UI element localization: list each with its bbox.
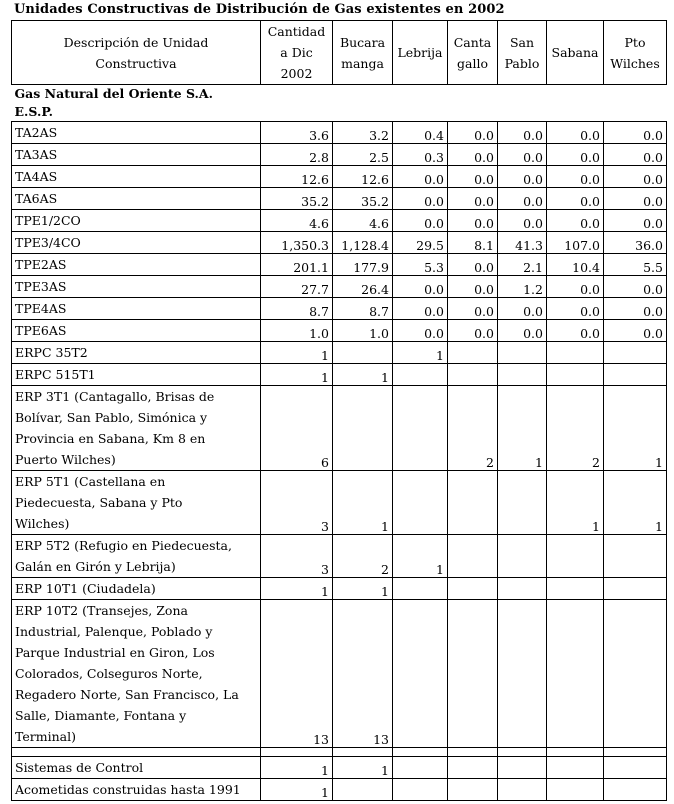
value-cell: 5.3 xyxy=(393,254,448,276)
value-cell: 0.0 xyxy=(547,276,604,298)
value-cell: 1 xyxy=(261,342,333,364)
value-cell: 5.5 xyxy=(604,254,667,276)
table-row xyxy=(12,471,667,535)
value-cell: 35.2 xyxy=(333,188,393,210)
text-line: TPE3/4CO xyxy=(15,235,81,250)
value-cell: 0.0 xyxy=(393,166,448,188)
value-cell: 0.0 xyxy=(498,188,547,210)
text-line: E.S.P. xyxy=(14,104,53,119)
value-cell: 1 xyxy=(393,535,448,578)
value-cell: 29.5 xyxy=(393,232,448,254)
text-line: Regadero Norte, San Francisco, La xyxy=(15,687,239,702)
value-cell xyxy=(448,757,498,779)
value-cell: 2 xyxy=(333,535,393,578)
text-line: Lebrija xyxy=(397,45,443,60)
value-cell xyxy=(604,578,667,600)
value-cell: 1,128.4 xyxy=(333,232,393,254)
value-cell xyxy=(448,600,498,748)
text-line: Acometidas construidas hasta 1991 xyxy=(15,782,241,797)
table-row xyxy=(12,254,667,276)
table-row xyxy=(12,386,667,471)
description-cell xyxy=(12,535,261,578)
value-cell xyxy=(448,779,498,801)
description-cell xyxy=(12,471,261,535)
value-cell: 3.6 xyxy=(261,122,333,144)
table-row xyxy=(12,320,667,342)
value-cell xyxy=(604,600,667,748)
value-cell: 1 xyxy=(333,364,393,386)
header-row xyxy=(12,21,667,85)
section-spacer xyxy=(261,85,667,122)
text-line: Piedecuesta, Sabana y Pto xyxy=(15,495,183,510)
value-cell: 12.6 xyxy=(261,166,333,188)
value-cell xyxy=(547,578,604,600)
header-bucaramanga xyxy=(333,21,393,85)
value-cell: 1 xyxy=(393,342,448,364)
value-cell: 2.1 xyxy=(498,254,547,276)
text-line: ERP 5T2 (Refugio en Piedecuesta, xyxy=(15,538,232,553)
description-cell xyxy=(12,122,261,144)
section-heading xyxy=(12,85,261,122)
text-line: Descripción de Unidad xyxy=(63,34,209,50)
table-row xyxy=(12,600,667,748)
value-cell: 3 xyxy=(261,471,333,535)
spacer-cell xyxy=(547,748,604,757)
description-cell xyxy=(12,298,261,320)
spacer-cell xyxy=(604,748,667,757)
value-cell xyxy=(547,757,604,779)
value-cell: 0.0 xyxy=(604,298,667,320)
value-cell xyxy=(547,600,604,748)
table-title: Unidades Constructivas de Distribución de Gas existentes en 2002 xyxy=(14,2,505,17)
value-cell: 0.0 xyxy=(498,166,547,188)
value-cell: 27.7 xyxy=(261,276,333,298)
text-line: TPE4AS xyxy=(15,301,67,316)
description-cell xyxy=(12,757,261,779)
value-cell: 13 xyxy=(333,600,393,748)
value-cell: 0.0 xyxy=(498,122,547,144)
description-cell xyxy=(12,210,261,232)
text-line: TPE6AS xyxy=(15,323,67,338)
value-cell xyxy=(333,386,393,471)
text-line: Bolívar, San Pablo, Simónica y xyxy=(15,410,208,425)
value-cell: 0.0 xyxy=(547,166,604,188)
value-cell: 12.6 xyxy=(333,166,393,188)
text-line: Provincia en Sabana, Km 8 en xyxy=(15,431,206,446)
spacer-cell xyxy=(12,748,261,757)
value-cell xyxy=(604,342,667,364)
value-cell: 10.4 xyxy=(547,254,604,276)
value-cell: 1 xyxy=(333,757,393,779)
text-line: Industrial, Palenque, Poblado y xyxy=(15,624,213,639)
text-line: gallo xyxy=(457,55,488,71)
value-cell: 0.0 xyxy=(448,122,498,144)
table-row xyxy=(12,779,667,801)
description-cell xyxy=(12,320,261,342)
spacer-cell xyxy=(261,748,333,757)
text-line: TA4AS xyxy=(15,169,58,184)
value-cell: 1 xyxy=(261,578,333,600)
value-cell xyxy=(448,535,498,578)
value-cell xyxy=(547,779,604,801)
value-cell xyxy=(393,471,448,535)
value-cell: 0.0 xyxy=(604,276,667,298)
value-cell: 41.3 xyxy=(498,232,547,254)
value-cell: 2 xyxy=(547,386,604,471)
text-line: Constructiva xyxy=(95,55,177,71)
text-line: manga xyxy=(341,55,384,71)
table-row xyxy=(12,188,667,210)
text-line: TA6AS xyxy=(15,191,58,206)
value-cell: 13 xyxy=(261,600,333,748)
spacer-cell xyxy=(498,748,547,757)
value-cell: 0.0 xyxy=(448,166,498,188)
spacer-cell xyxy=(448,748,498,757)
value-cell xyxy=(498,535,547,578)
table-row xyxy=(12,298,667,320)
value-cell: 107.0 xyxy=(547,232,604,254)
table-row xyxy=(12,144,667,166)
text-line: Wilches xyxy=(610,55,660,71)
value-cell xyxy=(547,342,604,364)
text-line: TPE1/2CO xyxy=(15,213,81,228)
value-cell xyxy=(393,600,448,748)
header-pto-wilches xyxy=(604,21,667,85)
value-cell: 0.0 xyxy=(547,210,604,232)
value-cell: 0.4 xyxy=(393,122,448,144)
table-row xyxy=(12,210,667,232)
text-line: ERP 10T2 (Transejes, Zona xyxy=(15,603,188,618)
header-cantagallo xyxy=(448,21,498,85)
value-cell xyxy=(333,779,393,801)
text-line: Wilches) xyxy=(15,516,70,531)
text-line: 2002 xyxy=(280,66,313,81)
value-cell xyxy=(333,342,393,364)
value-cell: 0.0 xyxy=(604,122,667,144)
table-row xyxy=(12,535,667,578)
text-line: Parque Industrial en Giron, Los xyxy=(15,645,215,660)
gas-units-table xyxy=(11,20,667,801)
value-cell: 1,350.3 xyxy=(261,232,333,254)
value-cell: 0.0 xyxy=(604,144,667,166)
value-cell: 0.0 xyxy=(448,144,498,166)
value-cell: 0.3 xyxy=(393,144,448,166)
value-cell: 3 xyxy=(261,535,333,578)
value-cell xyxy=(604,757,667,779)
description-cell xyxy=(12,386,261,471)
value-cell: 1 xyxy=(604,386,667,471)
value-cell: 177.9 xyxy=(333,254,393,276)
value-cell xyxy=(547,364,604,386)
text-line: Cantidad xyxy=(267,24,326,39)
text-line: Sistemas de Control xyxy=(15,760,144,775)
value-cell: 1 xyxy=(498,386,547,471)
value-cell: 0.0 xyxy=(547,320,604,342)
value-cell: 1.0 xyxy=(333,320,393,342)
header-description xyxy=(12,21,261,85)
text-line: TPE2AS xyxy=(15,257,67,272)
value-cell xyxy=(393,578,448,600)
table-row xyxy=(12,364,667,386)
header-lebrija xyxy=(393,21,448,85)
description-cell xyxy=(12,364,261,386)
text-line: Terminal) xyxy=(15,729,76,744)
value-cell xyxy=(393,386,448,471)
value-cell: 1 xyxy=(261,779,333,801)
description-cell xyxy=(12,188,261,210)
value-cell: 0.0 xyxy=(448,188,498,210)
value-cell: 0.0 xyxy=(498,320,547,342)
value-cell xyxy=(448,342,498,364)
value-cell: 0.0 xyxy=(393,188,448,210)
value-cell: 0.0 xyxy=(448,210,498,232)
value-cell xyxy=(604,535,667,578)
text-line: ERPC 35T2 xyxy=(15,345,88,360)
value-cell: 1 xyxy=(261,757,333,779)
value-cell: 1 xyxy=(604,471,667,535)
description-cell xyxy=(12,254,261,276)
value-cell xyxy=(498,757,547,779)
value-cell: 8.7 xyxy=(333,298,393,320)
text-line: ERPC 515T1 xyxy=(15,367,96,382)
text-line: ERP 10T1 (Ciudadela) xyxy=(15,581,156,596)
value-cell xyxy=(604,364,667,386)
text-line: TA3AS xyxy=(15,147,58,162)
description-cell xyxy=(12,144,261,166)
text-line: Colorados, Colseguros Norte, xyxy=(15,666,203,681)
value-cell: 4.6 xyxy=(333,210,393,232)
text-line: Galán en Girón y Lebrija) xyxy=(15,559,176,574)
text-line: TA2AS xyxy=(15,125,58,140)
table-row xyxy=(12,578,667,600)
value-cell: 0.0 xyxy=(498,144,547,166)
text-line: San xyxy=(509,34,535,50)
value-cell: 1 xyxy=(333,471,393,535)
value-cell xyxy=(393,364,448,386)
value-cell: 36.0 xyxy=(604,232,667,254)
value-cell: 0.0 xyxy=(448,276,498,298)
text-line: Salle, Diamante, Fontana y xyxy=(15,708,187,723)
value-cell xyxy=(547,535,604,578)
value-cell xyxy=(498,600,547,748)
description-cell xyxy=(12,600,261,748)
value-cell xyxy=(393,757,448,779)
table-row xyxy=(12,276,667,298)
value-cell: 1.0 xyxy=(261,320,333,342)
value-cell: 4.6 xyxy=(261,210,333,232)
text-line: TPE3AS xyxy=(15,279,67,294)
text-line: a Dic xyxy=(280,45,313,60)
spacer-cell xyxy=(393,748,448,757)
value-cell: 0.0 xyxy=(547,122,604,144)
value-cell: 8.7 xyxy=(261,298,333,320)
value-cell: 0.0 xyxy=(498,298,547,320)
value-cell: 2.5 xyxy=(333,144,393,166)
value-cell: 0.0 xyxy=(547,188,604,210)
value-cell: 0.0 xyxy=(448,298,498,320)
value-cell: 0.0 xyxy=(393,276,448,298)
value-cell: 0.0 xyxy=(448,254,498,276)
value-cell: 26.4 xyxy=(333,276,393,298)
description-cell xyxy=(12,578,261,600)
text-line: Pto xyxy=(624,34,646,50)
table-row xyxy=(12,122,667,144)
value-cell: 0.0 xyxy=(547,144,604,166)
table-row xyxy=(12,232,667,254)
value-cell: 0.0 xyxy=(604,166,667,188)
value-cell: 1 xyxy=(547,471,604,535)
header-sabana xyxy=(547,21,604,85)
spacer-row xyxy=(12,748,667,757)
value-cell: 201.1 xyxy=(261,254,333,276)
description-cell xyxy=(12,276,261,298)
value-cell: 1.2 xyxy=(498,276,547,298)
spacer-cell xyxy=(333,748,393,757)
description-cell xyxy=(12,232,261,254)
value-cell xyxy=(498,578,547,600)
value-cell xyxy=(448,471,498,535)
value-cell: 0.0 xyxy=(498,210,547,232)
text-line: ERP 3T1 (Cantagallo, Brisas de xyxy=(15,389,215,404)
description-cell xyxy=(12,166,261,188)
value-cell: 1 xyxy=(333,578,393,600)
text-line: Gas Natural del Oriente S.A. xyxy=(14,86,213,101)
value-cell: 0.0 xyxy=(604,210,667,232)
value-cell xyxy=(393,779,448,801)
value-cell xyxy=(498,471,547,535)
table-row xyxy=(12,757,667,779)
text-line: Puerto Wilches) xyxy=(15,452,116,467)
value-cell: 0.0 xyxy=(393,320,448,342)
text-line: ERP 5T1 (Castellana en xyxy=(15,474,166,489)
value-cell: 2.8 xyxy=(261,144,333,166)
value-cell xyxy=(448,364,498,386)
value-cell: 0.0 xyxy=(393,210,448,232)
value-cell xyxy=(498,342,547,364)
value-cell: 8.1 xyxy=(448,232,498,254)
description-cell xyxy=(12,342,261,364)
value-cell xyxy=(448,578,498,600)
table-row xyxy=(12,166,667,188)
value-cell: 0.0 xyxy=(393,298,448,320)
table-row xyxy=(12,342,667,364)
value-cell: 3.2 xyxy=(333,122,393,144)
value-cell xyxy=(498,779,547,801)
value-cell: 0.0 xyxy=(547,298,604,320)
description-cell xyxy=(12,779,261,801)
value-cell: 35.2 xyxy=(261,188,333,210)
section-row xyxy=(12,85,667,122)
value-cell: 0.0 xyxy=(604,188,667,210)
value-cell xyxy=(604,779,667,801)
value-cell: 2 xyxy=(448,386,498,471)
text-line: Sabana xyxy=(551,45,599,60)
value-cell: 0.0 xyxy=(604,320,667,342)
value-cell: 1 xyxy=(261,364,333,386)
text-line: Pablo xyxy=(504,55,540,71)
value-cell: 0.0 xyxy=(448,320,498,342)
header-cantidad xyxy=(261,21,333,85)
text-line: Bucara xyxy=(339,34,386,50)
value-cell: 6 xyxy=(261,386,333,471)
text-line: Canta xyxy=(453,34,492,50)
header-san-pablo xyxy=(498,21,547,85)
value-cell xyxy=(498,364,547,386)
